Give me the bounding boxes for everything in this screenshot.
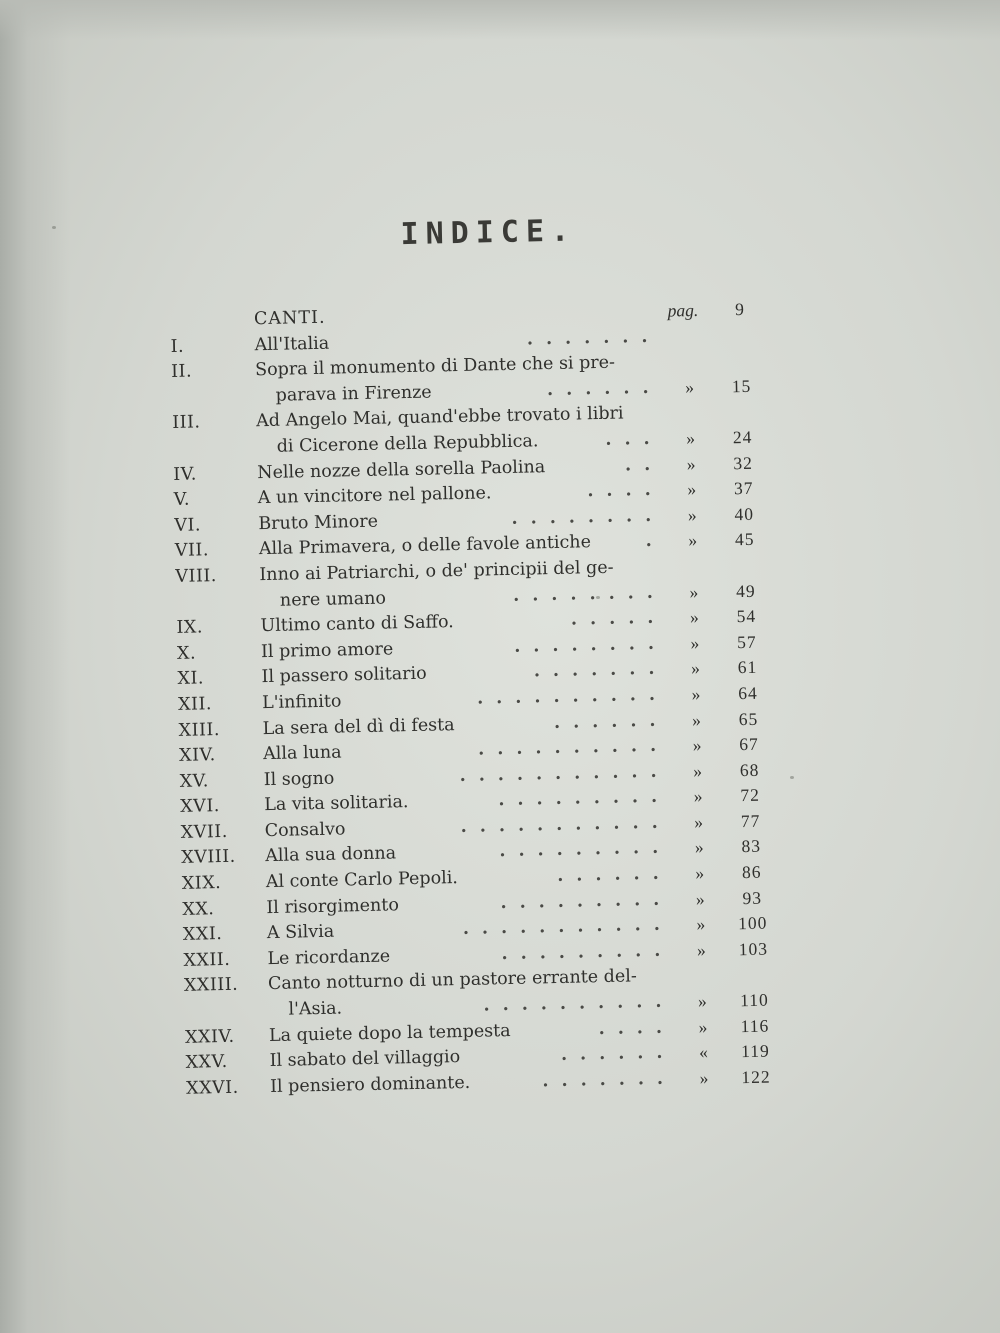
dot-leader: ....... — [542, 1068, 677, 1092]
dot-leader: ......... — [499, 838, 672, 862]
entry-title: L'infinito — [261, 691, 342, 714]
dot-leader: ........ — [512, 582, 667, 606]
ditto-mark: » — [688, 530, 698, 551]
entry-page-number: 68 — [739, 759, 760, 780]
table-of-contents — [168, 209, 806, 1102]
entry-page-number: 61 — [737, 657, 758, 678]
ditto-mark: » — [694, 811, 704, 832]
dot-leader: ... — [605, 428, 663, 450]
entry-page-number: 77 — [740, 810, 761, 832]
entry-title: Consalvo — [264, 819, 346, 841]
entry-title: Bruto Minore — [258, 511, 379, 534]
ditto-mark: » — [690, 632, 700, 653]
dot-leader: ........... — [460, 812, 671, 837]
entry-page-number: 72 — [740, 785, 761, 806]
entry-title: All'Italia — [254, 333, 330, 355]
pag-label: pag. — [667, 299, 699, 321]
dot-leader: .......... — [476, 684, 669, 709]
entry-number: XVIII. — [181, 847, 236, 869]
dot-leader: ......... — [501, 940, 674, 965]
entry-page-number: 32 — [733, 452, 754, 473]
dot-leader: ...... — [553, 710, 669, 733]
entry-page-number: 67 — [739, 733, 760, 755]
ditto-mark: » — [687, 479, 697, 500]
entry-number: I. — [170, 336, 185, 357]
dot-leader: ...... — [560, 1042, 676, 1066]
entry-page-number: 116 — [740, 1015, 770, 1036]
dot-leader: ...... — [546, 377, 662, 400]
entry-page-number: 54 — [736, 605, 757, 627]
entry-number: XXVI. — [185, 1077, 239, 1099]
entry-page-number — [715, 322, 765, 323]
entry-number: IX. — [176, 617, 204, 639]
entry-title: La sera del dì di festa — [262, 714, 455, 739]
entry-page-number: 57 — [736, 631, 757, 652]
entry-title: A un vincitore nel pallone. — [257, 483, 492, 509]
ditto-mark: » — [687, 504, 697, 525]
ditto-mark — [673, 323, 703, 324]
ditto-mark: » — [697, 990, 708, 1012]
entry-title: nere umano — [279, 588, 387, 611]
section-heading: CANTI. — [253, 307, 326, 330]
entry-number: XIII. — [178, 719, 221, 741]
entry-number: XII. — [177, 694, 213, 715]
entry-title: Inno ai Patriarchi, o de' principii del ge- — [259, 557, 614, 586]
dot-leader: .......... — [477, 735, 670, 760]
entry-page-number: 110 — [739, 989, 769, 1011]
entry-title: Alla Primavera, o delle favole antiche — [258, 532, 592, 560]
dot-leader: ......... — [498, 786, 671, 811]
entry-page-number: 103 — [738, 938, 769, 960]
ditto-mark: » — [698, 1016, 708, 1037]
ditto-mark: » — [696, 939, 706, 960]
entry-page-number: 64 — [738, 682, 758, 704]
dot-leader: ......... — [500, 889, 673, 913]
entry-page-number: 37 — [733, 477, 754, 499]
entry-number: XVII. — [180, 821, 228, 843]
entry-title: Ad Angelo Mai, quand'ebbe trovato i libri — [255, 403, 624, 432]
entry-number: IV. — [173, 464, 198, 485]
ditto-mark: » — [699, 1067, 709, 1088]
entry-page-number: 65 — [738, 708, 759, 729]
page-gutter-shadow — [0, 0, 70, 1333]
entry-title: Alla sua donna — [265, 843, 397, 867]
entry-title: Nelle nozze della sorella Paolina — [257, 456, 546, 483]
ditto-mark: » — [692, 735, 702, 756]
ditto-mark: » — [695, 862, 705, 884]
ditto-mark: » — [695, 888, 705, 909]
dot-leader: .. — [624, 454, 664, 476]
entry-title: Sopra il monumento di Dante che si pre- — [254, 352, 616, 381]
entry-number: XXIV. — [184, 1026, 235, 1048]
entry-page-number: 100 — [737, 912, 768, 934]
entry-page-number: 119 — [740, 1040, 770, 1062]
dot-leader: ...... — [557, 863, 672, 887]
entry-title: Ultimo canto di Saffo. — [260, 612, 454, 637]
ditto-mark: » — [691, 709, 702, 730]
entry-page-number: 40 — [734, 503, 755, 524]
entry-number: XV. — [179, 770, 210, 792]
dot-leader: ........ — [511, 505, 665, 529]
entry-number: III. — [172, 412, 201, 434]
dot-leader: . — [645, 531, 665, 552]
entry-number: XXI. — [182, 924, 223, 946]
ditto-mark: » — [693, 760, 703, 781]
ditto-mark: » — [690, 658, 701, 679]
entry-number: XVI. — [180, 796, 221, 818]
paper-speck — [52, 226, 56, 229]
entry-title: parava in Firenze — [275, 382, 432, 406]
entry-page-number: 83 — [741, 836, 762, 857]
entry-title: A Silvia — [266, 921, 335, 944]
page-top-shadow — [0, 0, 1000, 40]
entry-title: Il sogno — [263, 768, 335, 790]
toc-rows — [170, 296, 806, 1102]
entry-title: Il passero solitario — [261, 663, 427, 688]
entry-page-number: 15 — [731, 375, 752, 397]
entry-number: XI. — [177, 668, 205, 690]
entry-title: di Cicerone della Repubblica. — [276, 431, 539, 457]
entry-number: VII. — [174, 540, 210, 562]
entry-page-number: 122 — [741, 1066, 771, 1087]
ditto-mark: » — [689, 581, 699, 602]
entry-page-number: 86 — [741, 861, 762, 883]
entry-number: VI. — [174, 515, 202, 536]
dot-leader: .......... — [483, 991, 675, 1016]
ditto-mark: » — [694, 837, 704, 858]
ditto-mark: » — [686, 453, 696, 474]
ditto-mark: » — [693, 786, 703, 807]
ditto-mark: » — [696, 914, 706, 935]
entry-number: XIV. — [178, 745, 216, 766]
dot-leader: ..... — [570, 607, 667, 630]
entry-number: II. — [170, 361, 193, 383]
page-title: INDICE. — [400, 213, 577, 253]
entry-title: Le ricordanze — [267, 946, 391, 969]
entry-title: La vita solitaria. — [264, 792, 409, 816]
dot-leader: ........... — [459, 761, 670, 786]
ditto-mark: « — [698, 1042, 709, 1063]
entry-number: XIX. — [181, 873, 222, 894]
entry-page-number: 45 — [734, 529, 755, 550]
dot-leader: .... — [598, 1017, 676, 1039]
dot-leader: ........ — [514, 633, 668, 657]
entry-number: V. — [173, 489, 191, 511]
ditto-mark: » — [684, 376, 695, 397]
entry-title: Il primo amore — [260, 639, 394, 662]
entry-number: XXIII. — [183, 975, 239, 997]
entry-page-number: 49 — [735, 580, 756, 601]
ditto-mark: » — [686, 427, 696, 449]
entry-number: VIII. — [175, 565, 218, 587]
entry-number: XXV. — [185, 1052, 228, 1074]
entry-title: Il risorgimento — [266, 894, 400, 918]
entry-number: X. — [176, 643, 197, 664]
entry-number: XX. — [182, 898, 215, 920]
header-page-number: 9 — [734, 298, 746, 320]
entry-title: Il sabato del villaggio — [269, 1047, 461, 1072]
entry-page-number: 93 — [742, 887, 763, 908]
entry-title: Al conte Carlo Pepoli. — [265, 868, 459, 893]
entry-title: La quiete dopo la tempesta — [268, 1020, 511, 1046]
dot-leader: ........... — [462, 914, 674, 940]
dot-leader: ....... — [526, 326, 661, 350]
ditto-mark: » — [689, 607, 699, 628]
entry-title: Il pensiero dominante. — [269, 1072, 471, 1097]
dot-leader: ....... — [533, 658, 668, 682]
entry-number: XXII. — [183, 949, 231, 971]
entry-title: Alla luna — [262, 742, 342, 765]
dot-leader: .... — [587, 479, 664, 502]
entry-title: Canto notturno di un pastore errante del- — [267, 966, 637, 995]
ditto-mark: » — [691, 683, 701, 705]
entry-title: l'Asia. — [288, 998, 343, 1020]
entry-page-number: 24 — [732, 426, 753, 448]
